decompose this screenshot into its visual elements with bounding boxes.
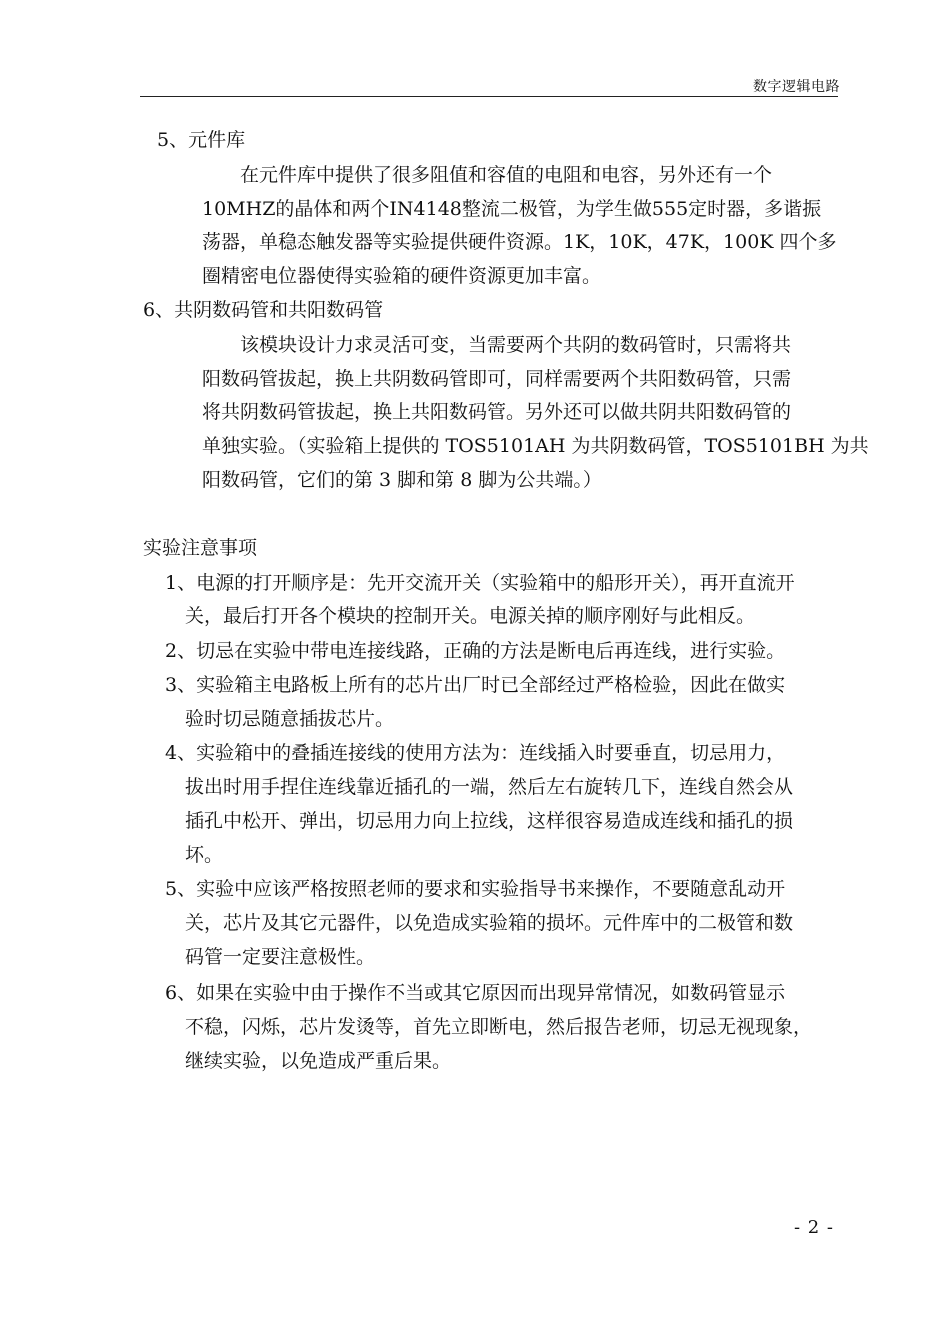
section-6-line: 该模块设计力求灵活可变，当需要两个共阴的数码管时，只需将共 bbox=[240, 334, 792, 356]
section-5-line: 10MHZ的晶体和两个IN4148整流二极管，为学生做555定时器，多谐振 bbox=[202, 198, 822, 220]
note-3-line: 验时切忌随意插拔芯片。 bbox=[185, 708, 395, 730]
note-4-line: 4、实验箱中的叠插连接线的使用方法为：连线插入时要垂直，切忌用力， bbox=[165, 742, 786, 764]
note-5-line: 关，芯片及其它元器件，以免造成实验箱的损坏。元件库中的二极管和数 bbox=[185, 912, 794, 934]
note-1-line: 1、电源的打开顺序是：先开交流开关（实验箱中的船形开关），再开直流开 bbox=[165, 572, 795, 594]
note-6-line: 不稳，闪烁，芯片发烫等，首先立即断电，然后报告老师，切忌无视现象， bbox=[185, 1016, 813, 1038]
page-number: - 2 - bbox=[793, 1217, 834, 1238]
section-5-line: 在元件库中提供了很多阻值和容值的电阻和电容，另外还有一个 bbox=[240, 164, 773, 186]
section-6-line: 单独实验。（实验箱上提供的 TOS5101AH 为共阴数码管，TOS5101BH 为共 bbox=[202, 435, 869, 457]
note-1-line: 关，最后打开各个模块的控制开关。电源关掉的顺序刚好与此相反。 bbox=[185, 605, 756, 627]
note-5-line: 5、实验中应该严格按照老师的要求和实验指导书来操作，不要随意乱动开 bbox=[165, 878, 786, 900]
section-6-line: 阳数码管拔起，换上共阴数码管即可，同样需要两个共阳数码管，只需 bbox=[202, 368, 792, 390]
notes-heading: 实验注意事项 bbox=[143, 537, 258, 559]
note-5-line: 码管一定要注意极性。 bbox=[185, 946, 376, 968]
section-5-heading: 5、元件库 bbox=[157, 129, 246, 151]
note-3-line: 3、实验箱主电路板上所有的芯片出厂时已全部经过严格检验，因此在做实 bbox=[165, 674, 786, 696]
header-divider bbox=[140, 96, 838, 97]
running-header-title: 数字逻辑电路 bbox=[753, 79, 840, 95]
section-6-heading: 6、共阴数码管和共阳数码管 bbox=[143, 299, 384, 321]
section-5-line: 圈精密电位器使得实验箱的硬件资源更加丰富。 bbox=[202, 265, 602, 287]
note-4-line: 坏。 bbox=[185, 844, 224, 866]
note-4-line: 拔出时用手捏住连线靠近插孔的一端，然后左右旋转几下，连线自然会从 bbox=[185, 776, 794, 798]
section-5-line: 荡器，单稳态触发器等实验提供硬件资源。1K，10K，47K，100K 四个多 bbox=[202, 231, 837, 253]
section-6-line: 阳数码管，它们的第 3 脚和第 8 脚为公共端。） bbox=[202, 469, 602, 491]
note-6-line: 继续实验，以免造成严重后果。 bbox=[185, 1050, 452, 1072]
note-4-line: 插孔中松开、弹出，切忌用力向上拉线，这样很容易造成连线和插孔的损 bbox=[185, 810, 794, 832]
section-6-line: 将共阴数码管拔起，换上共阳数码管。另外还可以做共阴共阳数码管的 bbox=[202, 401, 792, 423]
note-6-line: 6、如果在实验中由于操作不当或其它原因而出现异常情况，如数码管显示 bbox=[165, 982, 786, 1004]
note-2-line: 2、切忌在实验中带电连接线路，正确的方法是断电后再连线，进行实验。 bbox=[165, 640, 786, 662]
